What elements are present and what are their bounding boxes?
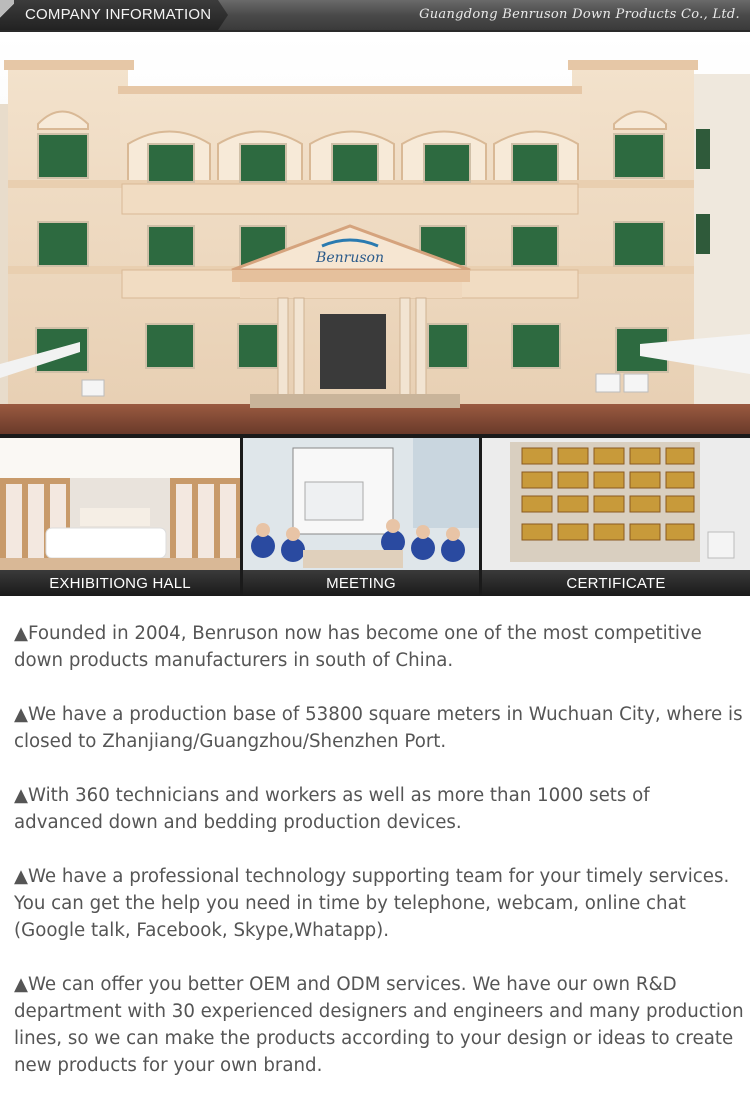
factory-building-photo — [0, 34, 750, 434]
triangle-bullet-icon: ▲ — [14, 623, 28, 644]
company-name: Guangdong Benruson Down Products Co., Ltd. — [419, 7, 740, 22]
paragraph-text: We have a production base of 53800 square meters in Wuchuan City, where is closed to Zhanjiang/Guangzhou/Shenzhen Port. — [14, 704, 743, 752]
info-paragraph — [14, 863, 744, 944]
company-description — [14, 620, 744, 1079]
paragraph-text: Founded in 2004, Benruson now has become one of the most competitive down products manufacturers in south of China. — [14, 623, 702, 671]
caption-bar — [482, 570, 750, 596]
caption-bar — [243, 570, 479, 596]
thumb-caption: EXHIBITIONG HALL — [49, 574, 191, 592]
header-corner-decoration — [0, 0, 14, 30]
paragraph-text: We have a professional technology supporting team for your timely services. You can get the help you need in time by telephone, webcam, online chat (Google talk, Facebook, Skype,Whatapp). — [14, 866, 730, 941]
section-title: COMPANY INFORMATION — [25, 6, 212, 23]
info-paragraph — [14, 971, 744, 1079]
thumb-caption: MEETING — [326, 574, 396, 592]
triangle-bullet-icon: ▲ — [14, 785, 28, 806]
thumb-certificate — [482, 438, 750, 596]
paragraph-text: With 360 technicians and workers as well as more than 1000 sets of advanced down and bedding production devices. — [14, 785, 650, 833]
section-header — [0, 0, 750, 32]
caption-bar — [0, 570, 240, 596]
triangle-bullet-icon: ▲ — [14, 974, 28, 995]
info-paragraph — [14, 620, 744, 674]
info-paragraph — [14, 782, 744, 836]
info-paragraph — [14, 701, 744, 755]
triangle-bullet-icon: ▲ — [14, 704, 28, 725]
photo-thumbnails — [0, 434, 750, 596]
thumb-caption: CERTIFICATE — [566, 574, 666, 592]
paragraph-text: We can offer you better OEM and ODM services. We have our own R&D department with 30 experienced designers and engineers and many production lines, so we can make the products according to your design or ideas to create new products for your own brand. — [14, 974, 744, 1076]
triangle-bullet-icon: ▲ — [14, 866, 28, 887]
thumb-meeting — [243, 438, 479, 596]
building-sign: Benruson — [316, 250, 384, 266]
thumb-exhibition-hall — [0, 438, 240, 596]
